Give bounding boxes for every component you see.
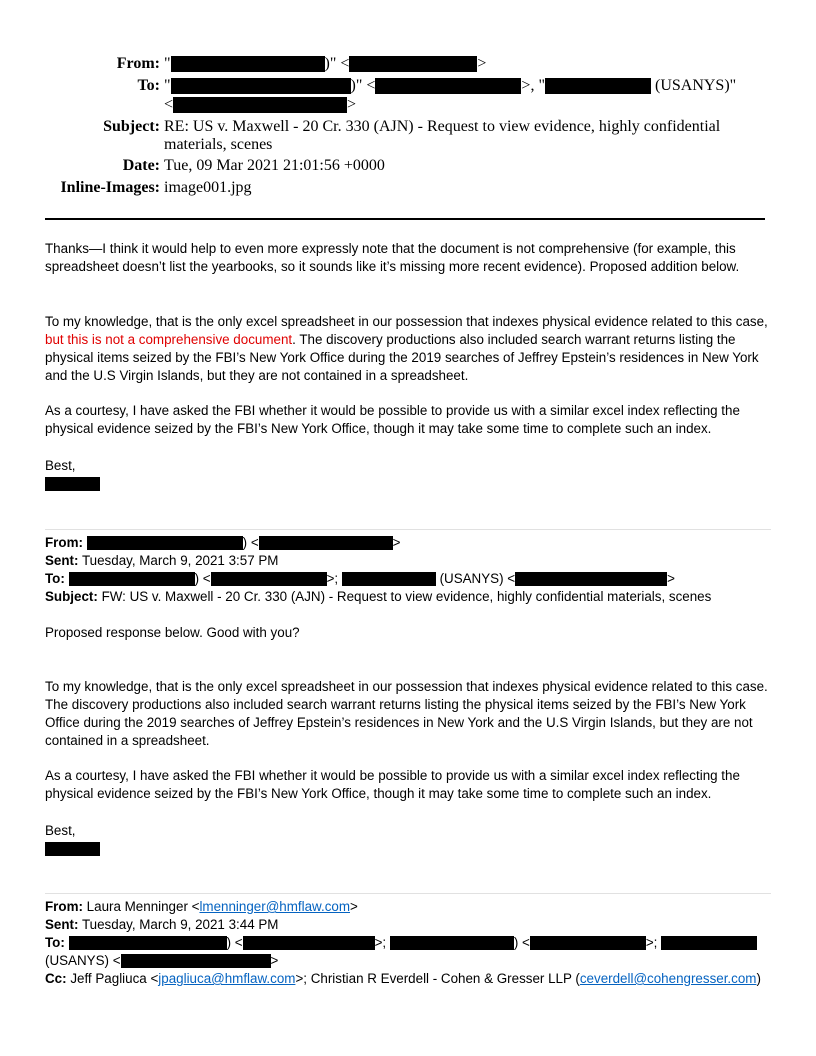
redaction — [390, 936, 514, 950]
date-value: Tue, 09 Mar 2021 21:01:56 +0000 — [164, 157, 385, 174]
forward-paragraph-1: To my knowledge, that is the only excel spreadsheet in our possession that indexes physical evidence related to this case. The discovery productions also included search warrant returns listing the physical items seized by the FBI’s New York Office during the 2019 searches of Jeffrey Epstein’s residences in New York and the U.S Virgin Islands, but they are not contained in a spreadsheet. — [45, 679, 768, 748]
original-to-cont: (USANYS) < > — [45, 953, 279, 968]
redaction — [661, 936, 757, 950]
forward-intro: Proposed response below. Good with you? — [45, 625, 300, 640]
subject-value-cont: materials, scenes — [164, 136, 273, 153]
inline-images-label: Inline-Images: — [60, 179, 160, 196]
redaction — [375, 78, 521, 94]
forward-subject: Subject: FW: US v. Maxwell - 20 Cr. 330 (AJN) - Request to view evidence, highly confidential materials, scenes — [45, 589, 712, 604]
highlighted-text: but this is not a comprehensive document — [45, 332, 293, 347]
original-sent: Sent: Tuesday, March 9, 2021 3:44 PM — [45, 917, 279, 932]
forward-to: To: ) < >; (USANYS) < > — [45, 571, 675, 586]
redaction — [243, 936, 375, 950]
forward-sent: Sent: Tuesday, March 9, 2021 3:57 PM — [45, 553, 279, 568]
redaction — [259, 536, 393, 550]
redaction — [171, 78, 351, 94]
redaction — [87, 536, 243, 550]
redaction — [349, 56, 477, 72]
signature-redaction — [45, 842, 100, 856]
original-separator — [45, 893, 771, 894]
redaction — [342, 572, 436, 586]
signature-redaction — [45, 477, 100, 491]
subject-label: Subject: — [103, 118, 160, 135]
redaction — [211, 572, 327, 586]
redaction — [69, 936, 227, 950]
forward-separator — [45, 529, 771, 530]
reply-signoff: Best, — [45, 458, 76, 473]
to-value-cont: < > — [164, 96, 357, 113]
redaction — [515, 572, 667, 586]
to-label: To: — [137, 77, 160, 94]
redaction — [530, 936, 646, 950]
reply-intro: Thanks—I think it would help to even more expressly note that the document is not comprehensive (for example, this spreadsheet doesn’t list the yearbooks, so it sounds like it’s missing more recent evidence). Proposed addition below. — [45, 241, 740, 274]
from-label: From: — [116, 55, 160, 72]
original-from: From: Laura Menninger <lmenninger@hmflaw.com> — [45, 899, 358, 914]
reply-paragraph-2: As a courtesy, I have asked the FBI whether it would be possible to provide us with a similar excel index reflecting the physical evidence seized by the FBI’s New York Office, though it may take some time to complete such an index. — [45, 403, 740, 436]
to-value: " )" < >, " (USANYS)" — [164, 77, 737, 94]
redaction — [171, 56, 325, 72]
cc-email-link-2[interactable]: ceverdell@cohengresser.com — [579, 971, 757, 986]
to-usanys: (USANYS)" — [654, 77, 737, 94]
from-value: " )" < > — [164, 55, 487, 72]
cc-email-link-1[interactable]: jpagliuca@hmflaw.com — [158, 971, 296, 986]
original-cc: Cc: Jeff Pagliuca <jpagliuca@hmflaw.com>; Christian R Everdell - Cohen & Gresser LLP (ceverdell@cohengresser.com) — [45, 971, 761, 986]
inline-images-value: image001.jpg — [164, 179, 252, 196]
reply-paragraph-1: To my knowledge, that is the only excel spreadsheet in our possession that indexes physical evidence related to this case, but this is not a comprehensive document. The discovery productions also included search warrant returns listing the physical items seized by the FBI’s New York Office during the 2019 searches of Jeffrey Epstein’s residences in New York and the U.S Virgin Islands, but they are not contained in a spreadsheet. — [45, 314, 768, 383]
date-label: Date: — [122, 157, 160, 174]
header-divider — [45, 218, 765, 220]
redaction — [121, 954, 271, 968]
redaction — [173, 97, 347, 113]
forward-from: From: ) < > — [45, 535, 401, 550]
redaction — [545, 78, 651, 94]
forward-signoff: Best, — [45, 823, 76, 838]
redaction — [69, 572, 195, 586]
forward-paragraph-2: As a courtesy, I have asked the FBI whether it would be possible to provide us with a similar excel index reflecting the physical evidence seized by the FBI’s New York Office, though it may take some time to complete such an index. — [45, 768, 740, 801]
original-to: To: ) < >; ) < >; — [45, 934, 773, 952]
from-email-link[interactable]: lmenninger@hmflaw.com — [199, 899, 350, 914]
subject-value: RE: US v. Maxwell - 20 Cr. 330 (AJN) - Request to view evidence, highly confidential — [164, 118, 721, 135]
